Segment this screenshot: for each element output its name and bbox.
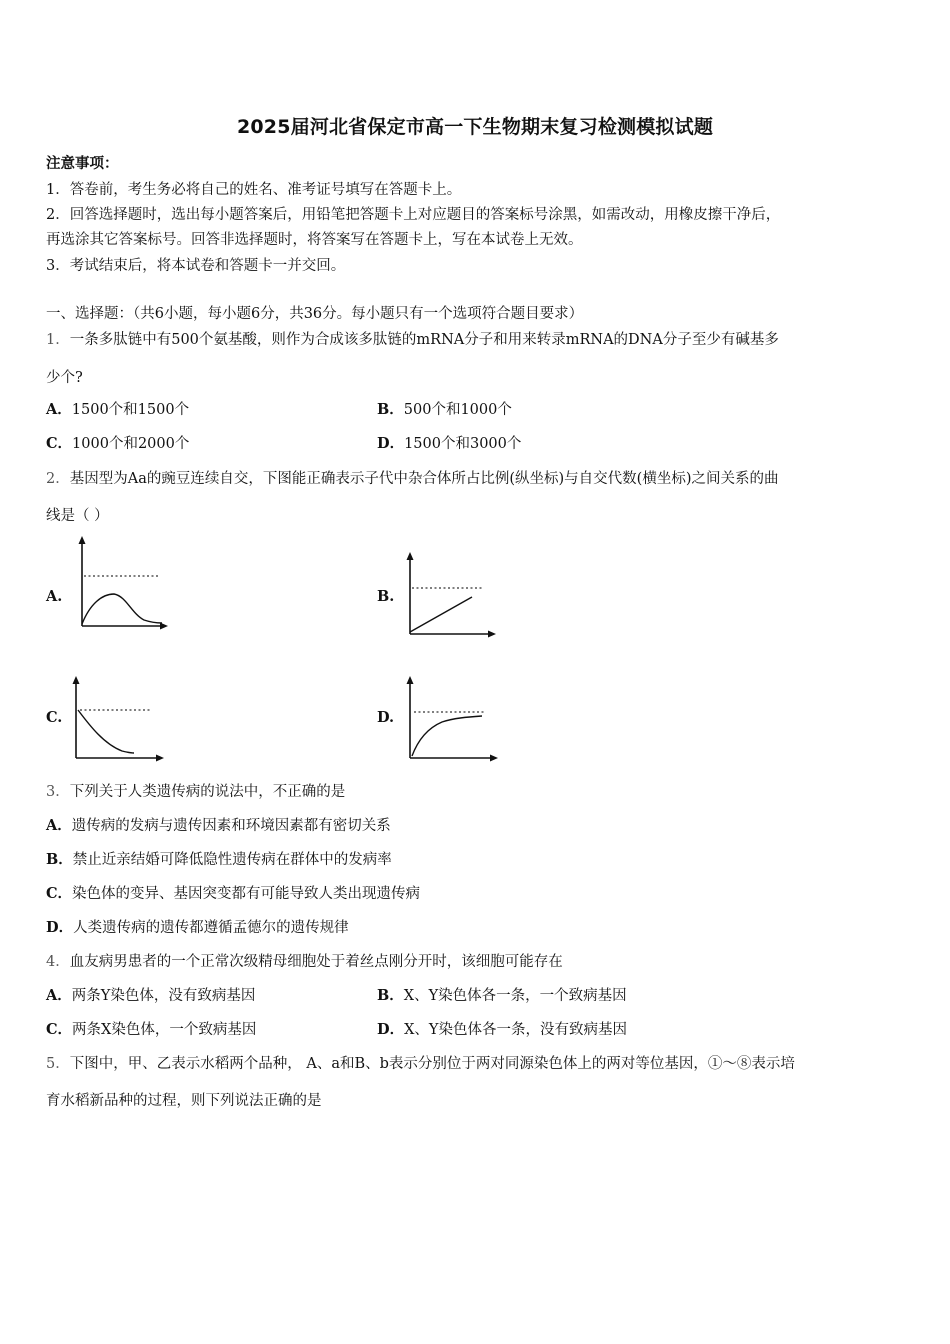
question-3-stem xyxy=(46,780,345,801)
question-text: 一条多肽链中有500个氨基酸，则作为合成该多肽链的mRNA分子和用来转录mRNA的DNA分子至少有碱基多 xyxy=(69,332,779,348)
q1-option-d: D．1500个和3000个 xyxy=(377,435,522,452)
question-number: 2． xyxy=(46,471,70,487)
q1-option-c: C．1000个和2000个 xyxy=(46,435,190,452)
q3-option-d: D．人类遗传病的遗传都遵循孟德尔的遗传规律 xyxy=(46,919,349,936)
section-heading: 一、选择题：（共6小题，每小题6分，共36分。每小题只有一个选项符合题目要求） xyxy=(46,306,584,322)
q4-option-a: A．两条Y染色体，没有致病基因 xyxy=(46,987,256,1004)
page-title: 2025届河北省保定市高一下生物期末复习检测模拟试题 xyxy=(236,116,714,138)
question-number: 1． xyxy=(46,332,70,348)
q4-option-c: C．两条X染色体，一个致病基因 xyxy=(46,1021,257,1038)
graph-d-label: D. xyxy=(377,709,395,726)
q4-option-b: B．X、Y染色体各一条，一个致病基因 xyxy=(377,987,627,1004)
question-number: 3． xyxy=(46,784,70,800)
graph-c-label: C. xyxy=(46,709,63,726)
question-text: 基因型为Aa的豌豆连续自交，下图能正确表示子代中杂合体所占比例(纵坐标)与自交代数(横坐标)之间关系的曲 xyxy=(69,471,779,487)
graph-b-plot xyxy=(398,550,498,640)
question-text: 血友病男患者的一个正常次级精母细胞处于着丝点刚分开时，该细胞可能存在 xyxy=(69,954,563,970)
question-2-stem-cont: 线是（ ） xyxy=(46,508,109,524)
graph-b-label: B. xyxy=(377,588,395,605)
notice-item: 1．答卷前，考生务必将自己的姓名、准考证号填写在答题卡上。 xyxy=(46,182,462,198)
q3-option-b: B．禁止近亲结婚可降低隐性遗传病在群体中的发病率 xyxy=(46,851,392,868)
question-text: 下图中，甲、乙表示水稻两个品种， A、a和B、b表示分别位于两对同源染色体上的两对等位基因，①～⑧表示培 xyxy=(69,1056,795,1072)
question-5-stem-cont: 育水稻新品种的过程，则下列说法正确的是 xyxy=(46,1093,322,1109)
graph-d-plot xyxy=(398,674,502,764)
question-5-stem xyxy=(46,1052,795,1073)
notice-item: 2．回答选择题时，选出每小题答案后，用铅笔把答题卡上对应题目的答案标号涂黑，如需改动，用橡皮擦干净后， xyxy=(46,207,781,223)
question-2-stem xyxy=(46,467,778,488)
graph-c-plot xyxy=(64,674,168,764)
graph-a-label: A. xyxy=(46,588,63,605)
q3-option-c: C．染色体的变异、基因突变都有可能导致人类出现遗传病 xyxy=(46,885,421,902)
question-4-stem xyxy=(46,950,563,971)
question-number: 4． xyxy=(46,954,70,970)
q1-option-b: B．500个和1000个 xyxy=(377,401,512,418)
question-number: 5． xyxy=(46,1056,70,1072)
q3-option-a: A．遗传病的发病与遗传因素和环境因素都有密切关系 xyxy=(46,817,391,834)
question-text: 下列关于人类遗传病的说法中，不正确的是 xyxy=(69,784,346,800)
q4-option-d: D．X、Y染色体各一条，没有致病基因 xyxy=(377,1021,627,1038)
question-1-stem xyxy=(46,328,779,349)
notice-heading: 注意事项： xyxy=(46,155,119,172)
q1-option-a: A．1500个和1500个 xyxy=(46,401,190,418)
notice-item: 再选涂其它答案标号。回答非选择题时，将答案写在答题卡上，写在本试卷上无效。 xyxy=(46,232,583,248)
graph-a-plot xyxy=(70,534,170,630)
question-1-stem-cont: 少个? xyxy=(46,370,83,386)
notice-item: 3．考试结束后，将本试卷和答题卡一并交回。 xyxy=(46,258,346,274)
